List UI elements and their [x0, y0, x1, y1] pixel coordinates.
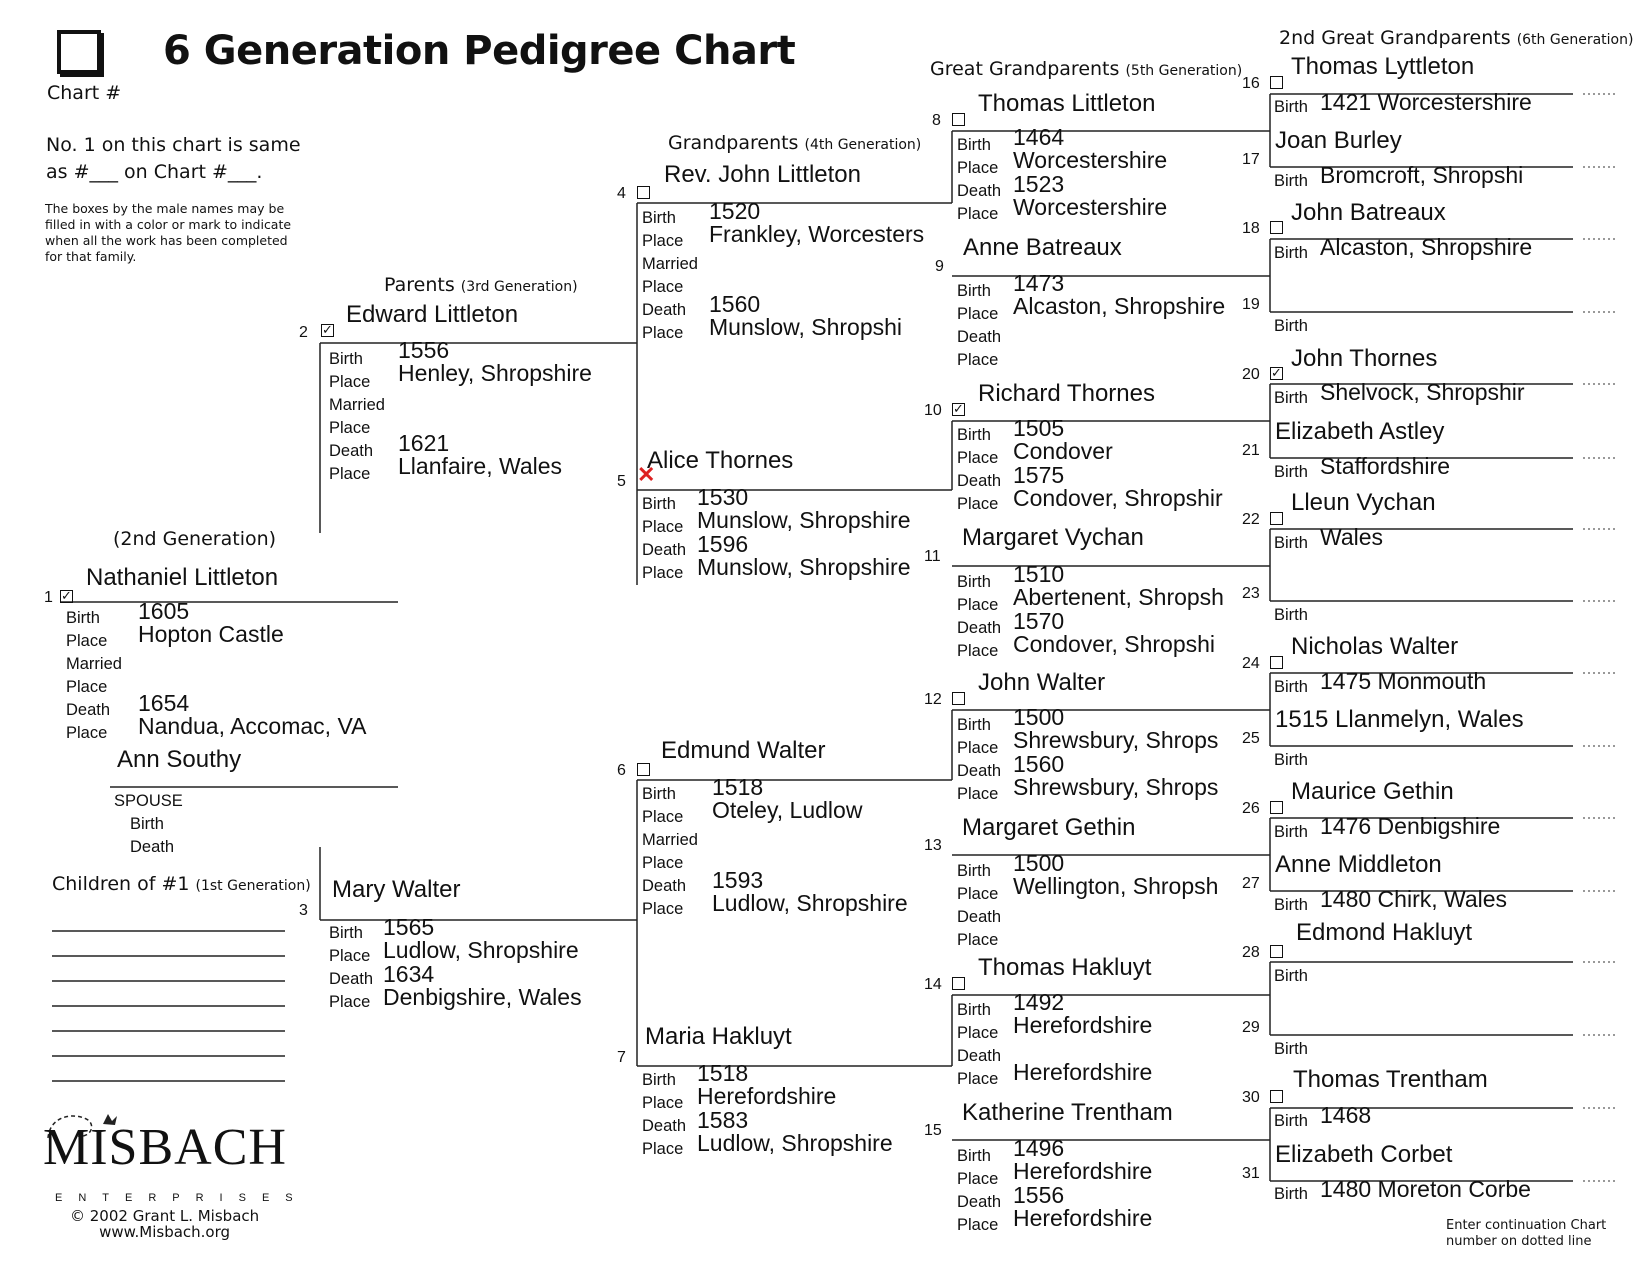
death-date: 1654 [138, 690, 190, 716]
completion-checkbox[interactable] [1270, 76, 1283, 89]
completion-checkbox[interactable] [1270, 945, 1283, 958]
death-place: Herefordshire [1013, 1059, 1153, 1085]
person-name: Edmond Hakluyt [1296, 919, 1473, 946]
death-date: 1596 [697, 531, 749, 557]
person-number: 17 [1242, 151, 1260, 168]
event-labels: Birth Place Death Place [957, 282, 1002, 369]
spouse-label: SPOUSE [114, 792, 183, 810]
birth-date: 1464 [1013, 124, 1065, 150]
header-gen5: Great Grandparents (5th Generation) [930, 58, 1243, 80]
continuation-note: Enter continuation Chart number on dotted line [1446, 1218, 1607, 1249]
birth-place: Ludlow, Shropshire [383, 937, 579, 963]
death-date: 1556 [1013, 1182, 1065, 1208]
death-place: Munslow, Shropshire [697, 554, 911, 580]
death-place: Llanfaire, Wales [398, 453, 563, 479]
birth-place: Shrewsbury, Shrops [1013, 727, 1219, 753]
completion-checkbox[interactable] [1270, 801, 1283, 814]
event-labels: Birth Place Death Place [957, 1001, 1002, 1088]
birth-date: 1510 [1013, 561, 1065, 587]
person-number: 7 [617, 1049, 626, 1066]
birth-place: Henley, Shropshire [398, 360, 592, 386]
person-name: Edmund Walter [661, 737, 826, 764]
birth-label: Birth [1274, 534, 1308, 552]
person-number: 2 [299, 324, 308, 341]
person-number: 12 [924, 691, 942, 708]
birth-date: 1492 [1013, 989, 1065, 1015]
birth-info: Bromcroft, Shropshi [1320, 162, 1524, 188]
birth-date: 1565 [383, 914, 435, 940]
person-number: 4 [617, 185, 626, 202]
event-labels: Birth Place Death Place [642, 495, 687, 582]
birth-date: 1556 [398, 337, 450, 363]
birth-date: 1473 [1013, 270, 1065, 296]
birth-place: Hopton Castle [138, 621, 284, 647]
person-name: Anne Batreaux [963, 234, 1122, 261]
person-number: 9 [935, 258, 944, 275]
birth-date: 1530 [697, 484, 749, 510]
birth-info: 1480 Chirk, Wales [1320, 886, 1508, 912]
completion-checkbox[interactable]: ✓ [1271, 365, 1282, 380]
person-name: John Walter [978, 669, 1106, 696]
person-number: 19 [1242, 296, 1260, 313]
birth-place: Herefordshire [1013, 1158, 1153, 1184]
person-number: 24 [1242, 655, 1260, 672]
person-number: 3 [299, 902, 308, 919]
boxes-note: The boxes by the male names may be filled in with a color or mark to indicate when all the work has been completed for that family. [45, 201, 292, 264]
event-labels: Birth Place Married Place Death Place [642, 209, 698, 342]
person-number: 14 [924, 976, 942, 993]
person-name: Rev. John Littleton [664, 161, 862, 188]
death-place: Shrewsbury, Shrops [1013, 774, 1219, 800]
person-name: Richard Thornes [978, 380, 1155, 407]
person-number: 25 [1242, 730, 1260, 747]
birth-place: Frankley, Worcesters [709, 221, 925, 247]
birth-date: 1505 [1013, 415, 1065, 441]
birth-label: Birth [1274, 463, 1308, 481]
birth-place: Condover [1013, 438, 1113, 464]
death-place: Ludlow, Shropshire [712, 890, 908, 916]
completion-checkbox[interactable] [952, 977, 965, 990]
header-gen2: (2nd Generation) [113, 528, 277, 550]
person-number: 6 [617, 762, 626, 779]
person-number: 8 [932, 112, 941, 129]
death-date: 1583 [697, 1107, 749, 1133]
birth-place: Abertenent, Shropsh [1013, 584, 1224, 610]
death-date: 1634 [383, 961, 435, 987]
person-name: Maurice Gethin [1291, 778, 1454, 805]
person-name: Alice Thornes [647, 447, 794, 474]
header-gen4: Grandparents (4th Generation) [668, 132, 922, 154]
death-date: 1575 [1013, 462, 1065, 488]
death-place: Nandua, Accomac, VA [138, 713, 367, 739]
person-number: 30 [1242, 1089, 1260, 1106]
death-date: 1621 [398, 430, 450, 456]
birth-label: Birth [1274, 389, 1308, 407]
event-labels: Birth Place Married Place Death Place [66, 609, 122, 742]
person-number: 22 [1242, 511, 1260, 528]
birth-label: Birth [1274, 317, 1308, 335]
person-name: John Thornes [1291, 345, 1438, 372]
birth-label: Birth [1274, 1185, 1308, 1203]
person-number: 29 [1242, 1019, 1260, 1036]
birth-label: Birth [1274, 606, 1308, 624]
event-labels: Birth Place Death Place [642, 1071, 687, 1158]
birth-place: Herefordshire [1013, 1012, 1153, 1038]
person-number: 16 [1242, 75, 1260, 92]
death-place: Worcestershire [1013, 194, 1168, 220]
header-gen6: 2nd Great Grandparents (6th Generation) [1279, 27, 1634, 49]
person-number: 20 [1242, 366, 1260, 383]
event-labels: Birth Place Death Place [957, 716, 1002, 803]
completion-checkbox[interactable] [1270, 656, 1283, 669]
birth-label: Birth [1274, 172, 1308, 190]
event-labels: Birth Place Death Place [957, 1147, 1002, 1234]
person-number: 21 [1242, 442, 1260, 459]
person-number: 18 [1242, 220, 1260, 237]
death-place: Condover, Shropshi [1013, 631, 1216, 657]
chart-number-label: Chart # [47, 82, 122, 104]
person-name: Maria Hakluyt [645, 1023, 792, 1050]
person-name: Nathaniel Littleton [86, 564, 279, 591]
person-name: 1515 Llanmelyn, Wales [1275, 706, 1524, 733]
logo-subtitle: ENTERPRISES [55, 1192, 309, 1204]
death-date: 1570 [1013, 608, 1065, 634]
page-title: 6 Generation Pedigree Chart [163, 28, 796, 74]
spouse-name: Ann Southy [117, 746, 242, 773]
birth-date: 1500 [1013, 850, 1065, 876]
birth-label: Birth [1274, 1112, 1308, 1130]
person-name: John Batreaux [1291, 199, 1446, 226]
person-name: Thomas Trentham [1293, 1066, 1488, 1093]
birth-date: 1518 [697, 1060, 749, 1086]
person-name: Nicholas Walter [1291, 633, 1459, 660]
birth-label: Birth [1274, 896, 1308, 914]
event-labels: Birth Place Married Place Death Place [642, 785, 698, 918]
person-number: 27 [1242, 875, 1260, 892]
copyright: © 2002 Grant L. Misbach www.Misbach.org [70, 1207, 260, 1241]
birth-label: Birth [1274, 823, 1308, 841]
person-number: 10 [924, 402, 942, 419]
birth-place: Munslow, Shropshire [697, 507, 911, 533]
birth-label: Birth [1274, 1040, 1308, 1058]
chart-number-box[interactable] [57, 30, 101, 74]
death-place: Ludlow, Shropshire [697, 1130, 893, 1156]
birth-info: Shelvock, Shropshir [1320, 379, 1525, 405]
misbach-logo: MISBACH [43, 1119, 287, 1176]
person-name: Anne Middleton [1275, 851, 1442, 878]
person-name: Elizabeth Corbet [1275, 1141, 1453, 1168]
birth-date: 1518 [712, 774, 764, 800]
death-date: 1560 [709, 291, 761, 317]
event-labels: Birth Place Death Place [957, 136, 1002, 223]
person-number: 23 [1242, 585, 1260, 602]
death-place: Denbigshire, Wales [383, 984, 582, 1010]
person-number: 5 [617, 473, 626, 490]
death-place: Herefordshire [1013, 1205, 1153, 1231]
birth-label: Birth [1274, 967, 1308, 985]
death-date: 1560 [1013, 751, 1065, 777]
birth-date: 1605 [138, 598, 190, 624]
completion-checkbox[interactable] [637, 186, 650, 199]
completion-checkbox[interactable] [1270, 221, 1283, 234]
birth-label: Birth [1274, 244, 1308, 262]
birth-date: 1520 [709, 198, 761, 224]
person-name: Elizabeth Astley [1275, 418, 1445, 445]
birth-info: 1476 Denbigshire [1320, 813, 1501, 839]
event-labels: Birth Place Death Place [957, 573, 1002, 660]
completion-checkbox[interactable]: ✓ [322, 322, 333, 337]
birth-date: 1496 [1013, 1135, 1065, 1161]
event-labels: Birth Place Death Place [957, 426, 1002, 513]
birth-place: Wellington, Shropsh [1013, 873, 1219, 899]
birth-info: 1480 Moreton Corbe [1320, 1176, 1531, 1202]
birth-place: Herefordshire [697, 1083, 837, 1109]
death-date: 1593 [712, 867, 764, 893]
spouse-death-label: Death [130, 838, 175, 856]
event-labels: Birth Place Death Place [957, 862, 1002, 949]
event-labels: Birth Place Death Place [329, 924, 374, 1011]
completion-checkbox[interactable]: ✓ [953, 401, 964, 416]
birth-info: 1468 [1320, 1102, 1372, 1128]
completion-checkbox[interactable] [637, 763, 650, 776]
birth-place: Alcaston, Shropshire [1013, 293, 1226, 319]
person-name: Thomas Hakluyt [978, 954, 1152, 981]
death-place: Munslow, Shropshi [709, 314, 903, 340]
birth-date: 1500 [1013, 704, 1065, 730]
birth-info: 1475 Monmouth [1320, 668, 1487, 694]
birth-label: Birth [1274, 678, 1308, 696]
spouse-birth-label: Birth [130, 815, 164, 833]
x-mark-icon: ✕ [637, 462, 656, 487]
completion-checkbox[interactable] [952, 113, 965, 126]
event-labels: Birth Place Married Place Death Place [329, 350, 385, 483]
birth-info: Wales [1320, 524, 1384, 550]
person-number: 11 [924, 548, 941, 565]
completion-checkbox[interactable]: ✓ [61, 588, 72, 603]
person-name: Thomas Lyttleton [1291, 53, 1475, 80]
birth-place: Oteley, Ludlow [712, 797, 863, 823]
person-number: 28 [1242, 944, 1260, 961]
person-name: Joan Burley [1275, 127, 1402, 154]
person-number: 31 [1242, 1165, 1260, 1182]
birth-label: Birth [1274, 98, 1308, 116]
birth-place: Worcestershire [1013, 147, 1168, 173]
birth-info: 1421 Worcestershire [1320, 89, 1532, 115]
person-number: 15 [924, 1122, 942, 1139]
person-name: Margaret Vychan [962, 524, 1144, 551]
person-name: Edward Littleton [346, 301, 519, 328]
person-number: 1 [44, 589, 53, 606]
person-name: Margaret Gethin [962, 814, 1136, 841]
person-name: Katherine Trentham [962, 1099, 1173, 1126]
person-number: 26 [1242, 800, 1260, 817]
death-place: Condover, Shropshir [1013, 485, 1223, 511]
same-as-note: No. 1 on this chart is same as #___ on Chart #___. [46, 134, 301, 183]
birth-label: Birth [1274, 751, 1308, 769]
person-name: Lleun Vychan [1291, 489, 1436, 516]
person-name: Thomas Littleton [978, 90, 1156, 117]
completion-checkbox[interactable] [952, 692, 965, 705]
completion-checkbox[interactable] [1270, 512, 1283, 525]
birth-info: Staffordshire [1320, 453, 1450, 479]
header-gen3: Parents (3rd Generation) [384, 274, 578, 296]
header-children: Children of #1 (1st Generation) [52, 873, 311, 895]
person-name: Mary Walter [332, 876, 461, 903]
birth-info: Alcaston, Shropshire [1320, 234, 1533, 260]
death-date: 1523 [1013, 171, 1065, 197]
completion-checkbox[interactable] [1270, 1090, 1283, 1103]
person-number: 13 [924, 837, 942, 854]
